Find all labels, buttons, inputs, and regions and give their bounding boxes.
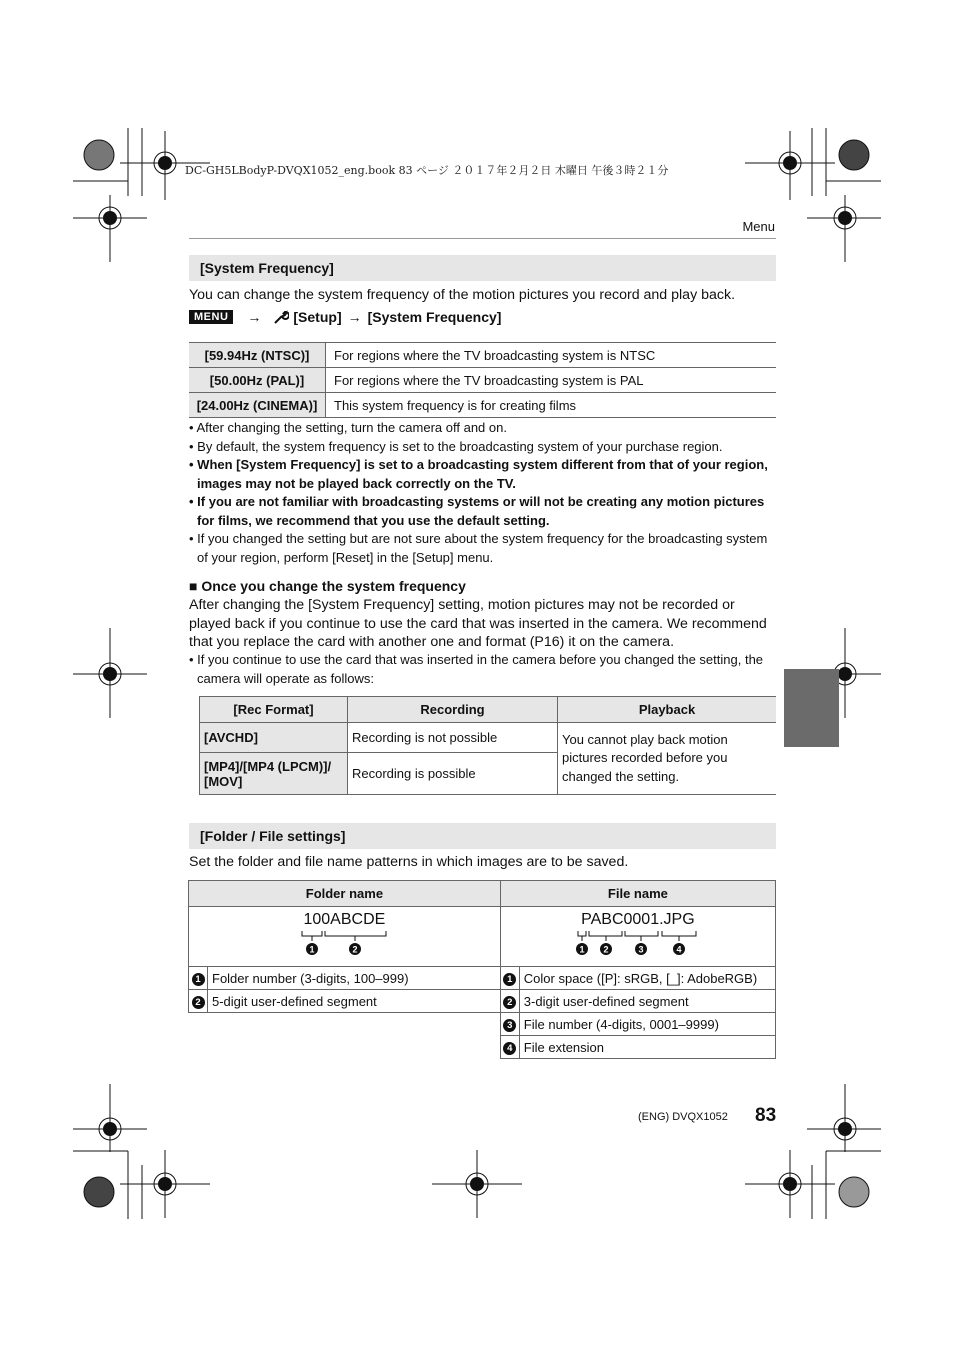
marker-2: 2: [503, 996, 516, 1009]
menu-path: [189, 309, 501, 325]
list-item: • If you are not familiar with broadcasting systems or will not be creating any motion pictures for films, we recommend that you use the default setting.: [189, 494, 765, 528]
table-header-row: [189, 881, 776, 907]
list-item: • After changing the setting, turn the camera off and on.: [189, 420, 507, 435]
list-item: • By default, the system frequency is set to the broadcasting system of your purchase region.: [189, 438, 723, 454]
footer-code: (ENG) DVQX1052: [638, 1111, 728, 1123]
folder-file-table: [188, 880, 776, 1059]
option-desc: This system frequency is for creating films: [326, 393, 777, 418]
marker-1: 1: [579, 944, 585, 955]
table-row: [189, 967, 776, 990]
table-row: [189, 368, 776, 393]
file-item: Color space ([P]: sRGB, [_]: AdobeRGB): [519, 967, 775, 990]
menu-badge: MENU: [189, 310, 233, 324]
sub-text: After changing the [System Frequency] setting, motion pictures may not be recorded or played back if you continue to use the card that was inserted in the camera. We recommend that you replace the card with another one and format (P16) it on the camera.: [189, 597, 767, 651]
column-header: Folder name: [189, 881, 501, 907]
marker-1: 1: [503, 973, 516, 986]
column-header: Playback: [558, 697, 777, 723]
table-row: [189, 1036, 776, 1059]
list-item: • When [System Frequency] is set to a broadcasting system different from that of your region, images may not be played back correctly on the TV.: [189, 457, 768, 491]
rec-format-table: [199, 696, 776, 795]
menu-setup: [Setup]: [293, 309, 342, 325]
table-header-row: [200, 697, 777, 723]
folder-item: Folder number (3-digits, 100–999): [208, 967, 501, 990]
table-row: [189, 1013, 776, 1036]
format-cell: [AVCHD]: [200, 723, 348, 753]
folder-brackets: [299, 929, 389, 959]
recording-cell: Recording is not possible: [348, 723, 558, 753]
table-row: [200, 723, 777, 753]
table-row: [189, 343, 776, 368]
option-key: [59.94Hz (NTSC)]: [189, 343, 326, 368]
table-row: [189, 393, 776, 418]
file-item: File number (4-digits, 0001–9999): [519, 1013, 775, 1036]
marker-3: 3: [503, 1019, 516, 1032]
marker-2: 2: [192, 996, 205, 1009]
arrow-icon: →: [247, 309, 262, 325]
list-item: • If you continue to use the card that was inserted in the camera before you changed the setting, the camera will operate as follows:: [189, 652, 764, 686]
system-frequency-intro: You can change the system frequency of the motion pictures you record and play back.: [189, 287, 736, 303]
folder-example: 100ABCDE: [303, 911, 386, 928]
header-rule: [189, 238, 776, 239]
format-cell: [MP4]/[MP4 (LPCM)]/ [MOV]: [200, 753, 348, 795]
file-example-cell: [500, 907, 775, 967]
marker-1: 1: [192, 973, 205, 986]
option-desc: For regions where the TV broadcasting system is PAL: [326, 368, 777, 393]
marker-2: 2: [603, 944, 609, 955]
column-header: File name: [500, 881, 775, 907]
option-desc: For regions where the TV broadcasting system is NTSC: [326, 343, 777, 368]
file-example: PABC0001.JPG: [581, 911, 695, 928]
example-row: [189, 907, 776, 967]
file-brackets: [576, 929, 700, 959]
table-row: [189, 990, 776, 1013]
marker-4: 4: [676, 944, 682, 955]
file-item: File extension: [519, 1036, 775, 1059]
arrow-icon: →: [347, 309, 362, 325]
recording-cell: Recording is possible: [348, 753, 558, 795]
marker-1: 1: [309, 944, 315, 955]
playback-cell: You cannot play back motion pictures recorded before you changed the setting.: [558, 723, 777, 795]
notes-list: [189, 419, 776, 567]
section-label: Menu: [742, 219, 775, 234]
marker-3: 3: [638, 944, 644, 955]
sub-note: [189, 651, 776, 688]
page-number: 83: [755, 1105, 777, 1126]
folder-example-cell: [189, 907, 501, 967]
folder-settings-heading: [Folder / File settings]: [189, 823, 776, 849]
column-header: Recording: [348, 697, 558, 723]
column-header: [Rec Format]: [200, 697, 348, 723]
wrench-icon: [273, 309, 289, 325]
list-item: • If you changed the setting but are not sure about the system frequency for the broadcasting system of your region, perform [Reset] in the [Setup] menu.: [189, 531, 768, 565]
marker-4: 4: [503, 1042, 516, 1055]
marker-2: 2: [352, 944, 358, 955]
system-frequency-heading: [System Frequency]: [189, 255, 776, 281]
file-item: 3-digit user-defined segment: [519, 990, 775, 1013]
menu-target: [System Frequency]: [367, 309, 502, 325]
sub-heading: ■ Once you change the system frequency: [189, 578, 466, 594]
chapter-tab: [784, 669, 839, 747]
folder-settings-intro: Set the folder and file name patterns in which images are to be saved.: [189, 854, 629, 870]
option-key: [50.00Hz (PAL)]: [189, 368, 326, 393]
folder-item: 5-digit user-defined segment: [208, 990, 501, 1013]
print-header: DC-GH5LBodyP-DVQX1052_eng.book 83 ページ ２０１７年２月２日 木曜日 午後３時２１分: [185, 164, 669, 177]
frequency-options-table: [189, 342, 776, 418]
option-key: [24.00Hz (CINEMA)]: [189, 393, 326, 418]
